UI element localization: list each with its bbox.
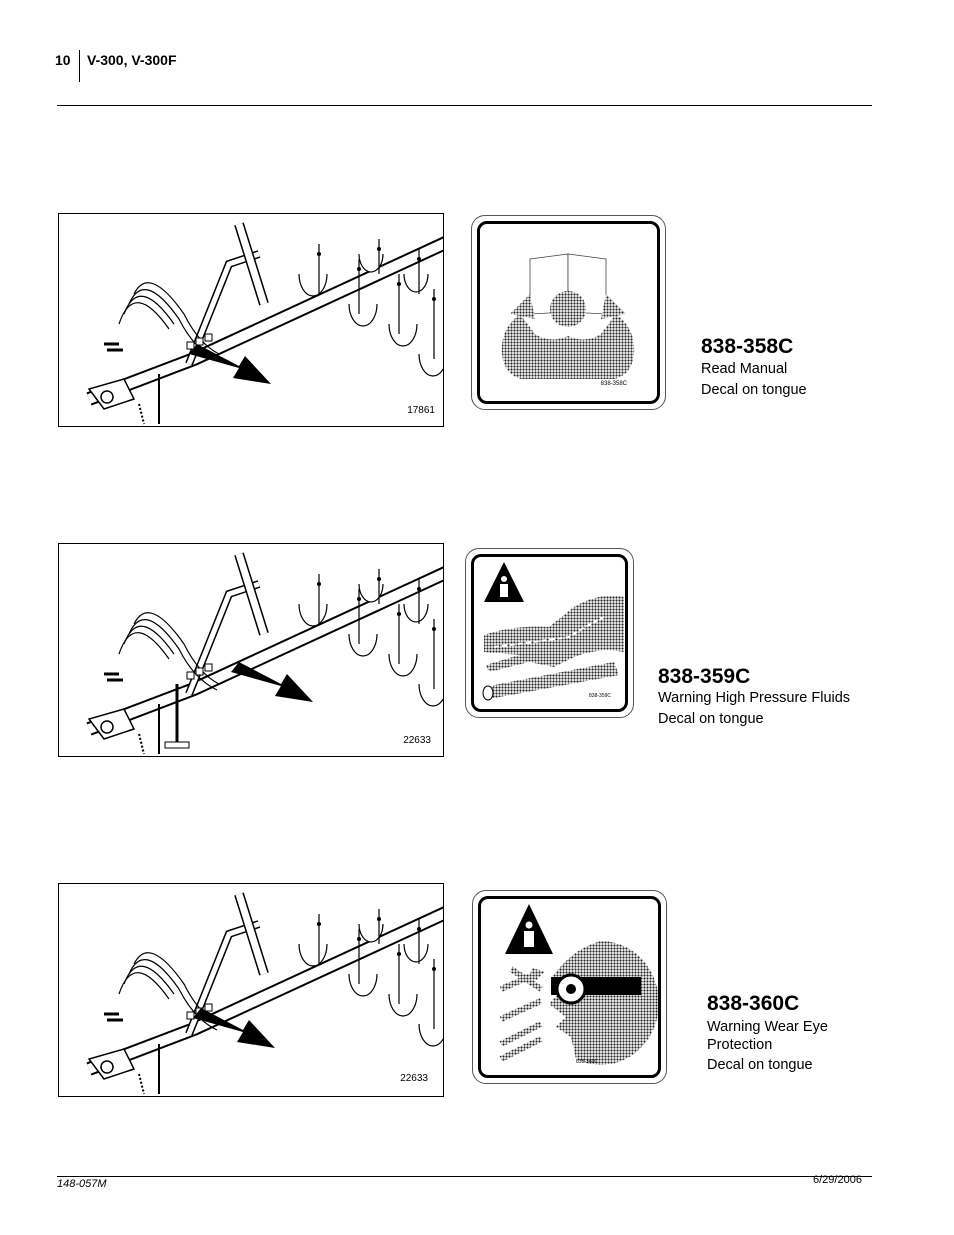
figure-number: 22633 bbox=[403, 735, 431, 746]
injured-hand-icon bbox=[483, 596, 624, 700]
page-number: 10 bbox=[55, 52, 71, 68]
header-separator bbox=[79, 50, 80, 82]
high-pressure-fluids-decal bbox=[465, 548, 634, 718]
footer-rule bbox=[57, 1176, 872, 1177]
figure-number: 17861 bbox=[407, 405, 435, 416]
decal-code: 838-358C bbox=[701, 335, 794, 358]
revision-date: 6/29/2006 bbox=[813, 1174, 862, 1186]
decal-code: 838-359C bbox=[658, 665, 751, 688]
decal-code: 838-360C bbox=[707, 992, 800, 1015]
warning-triangle-icon bbox=[505, 904, 553, 954]
doc-number: 148-057M bbox=[57, 1178, 107, 1190]
decal-title: Read Manual bbox=[701, 361, 788, 377]
decal-print-code: 838-360C bbox=[576, 1059, 598, 1065]
read-manual-icon bbox=[502, 254, 634, 379]
decal-print-code: 838-359C bbox=[589, 693, 611, 699]
figure-number: 22633 bbox=[400, 1073, 428, 1084]
decal-print-code: 838-358C bbox=[600, 381, 627, 387]
machine-illustration bbox=[58, 543, 444, 757]
safety-goggles-icon bbox=[501, 941, 658, 1065]
header-rule bbox=[57, 105, 872, 106]
wear-eye-protection-decal bbox=[472, 890, 667, 1084]
read-manual-decal bbox=[471, 215, 666, 410]
decal-location: Decal on tongue bbox=[658, 711, 764, 727]
decal-title: Warning High Pressure Fluids bbox=[658, 690, 851, 706]
decal-title: Warning Wear Eye Protection bbox=[707, 1019, 828, 1053]
machine-illustration bbox=[58, 213, 444, 427]
model-title: V-300, V-300F bbox=[87, 52, 177, 68]
warning-triangle-icon bbox=[484, 562, 524, 602]
decal-location: Decal on tongue bbox=[701, 382, 807, 398]
decal-location: Decal on tongue bbox=[707, 1057, 813, 1073]
black-arrow-icon bbox=[231, 662, 313, 702]
machine-illustration bbox=[58, 883, 444, 1097]
